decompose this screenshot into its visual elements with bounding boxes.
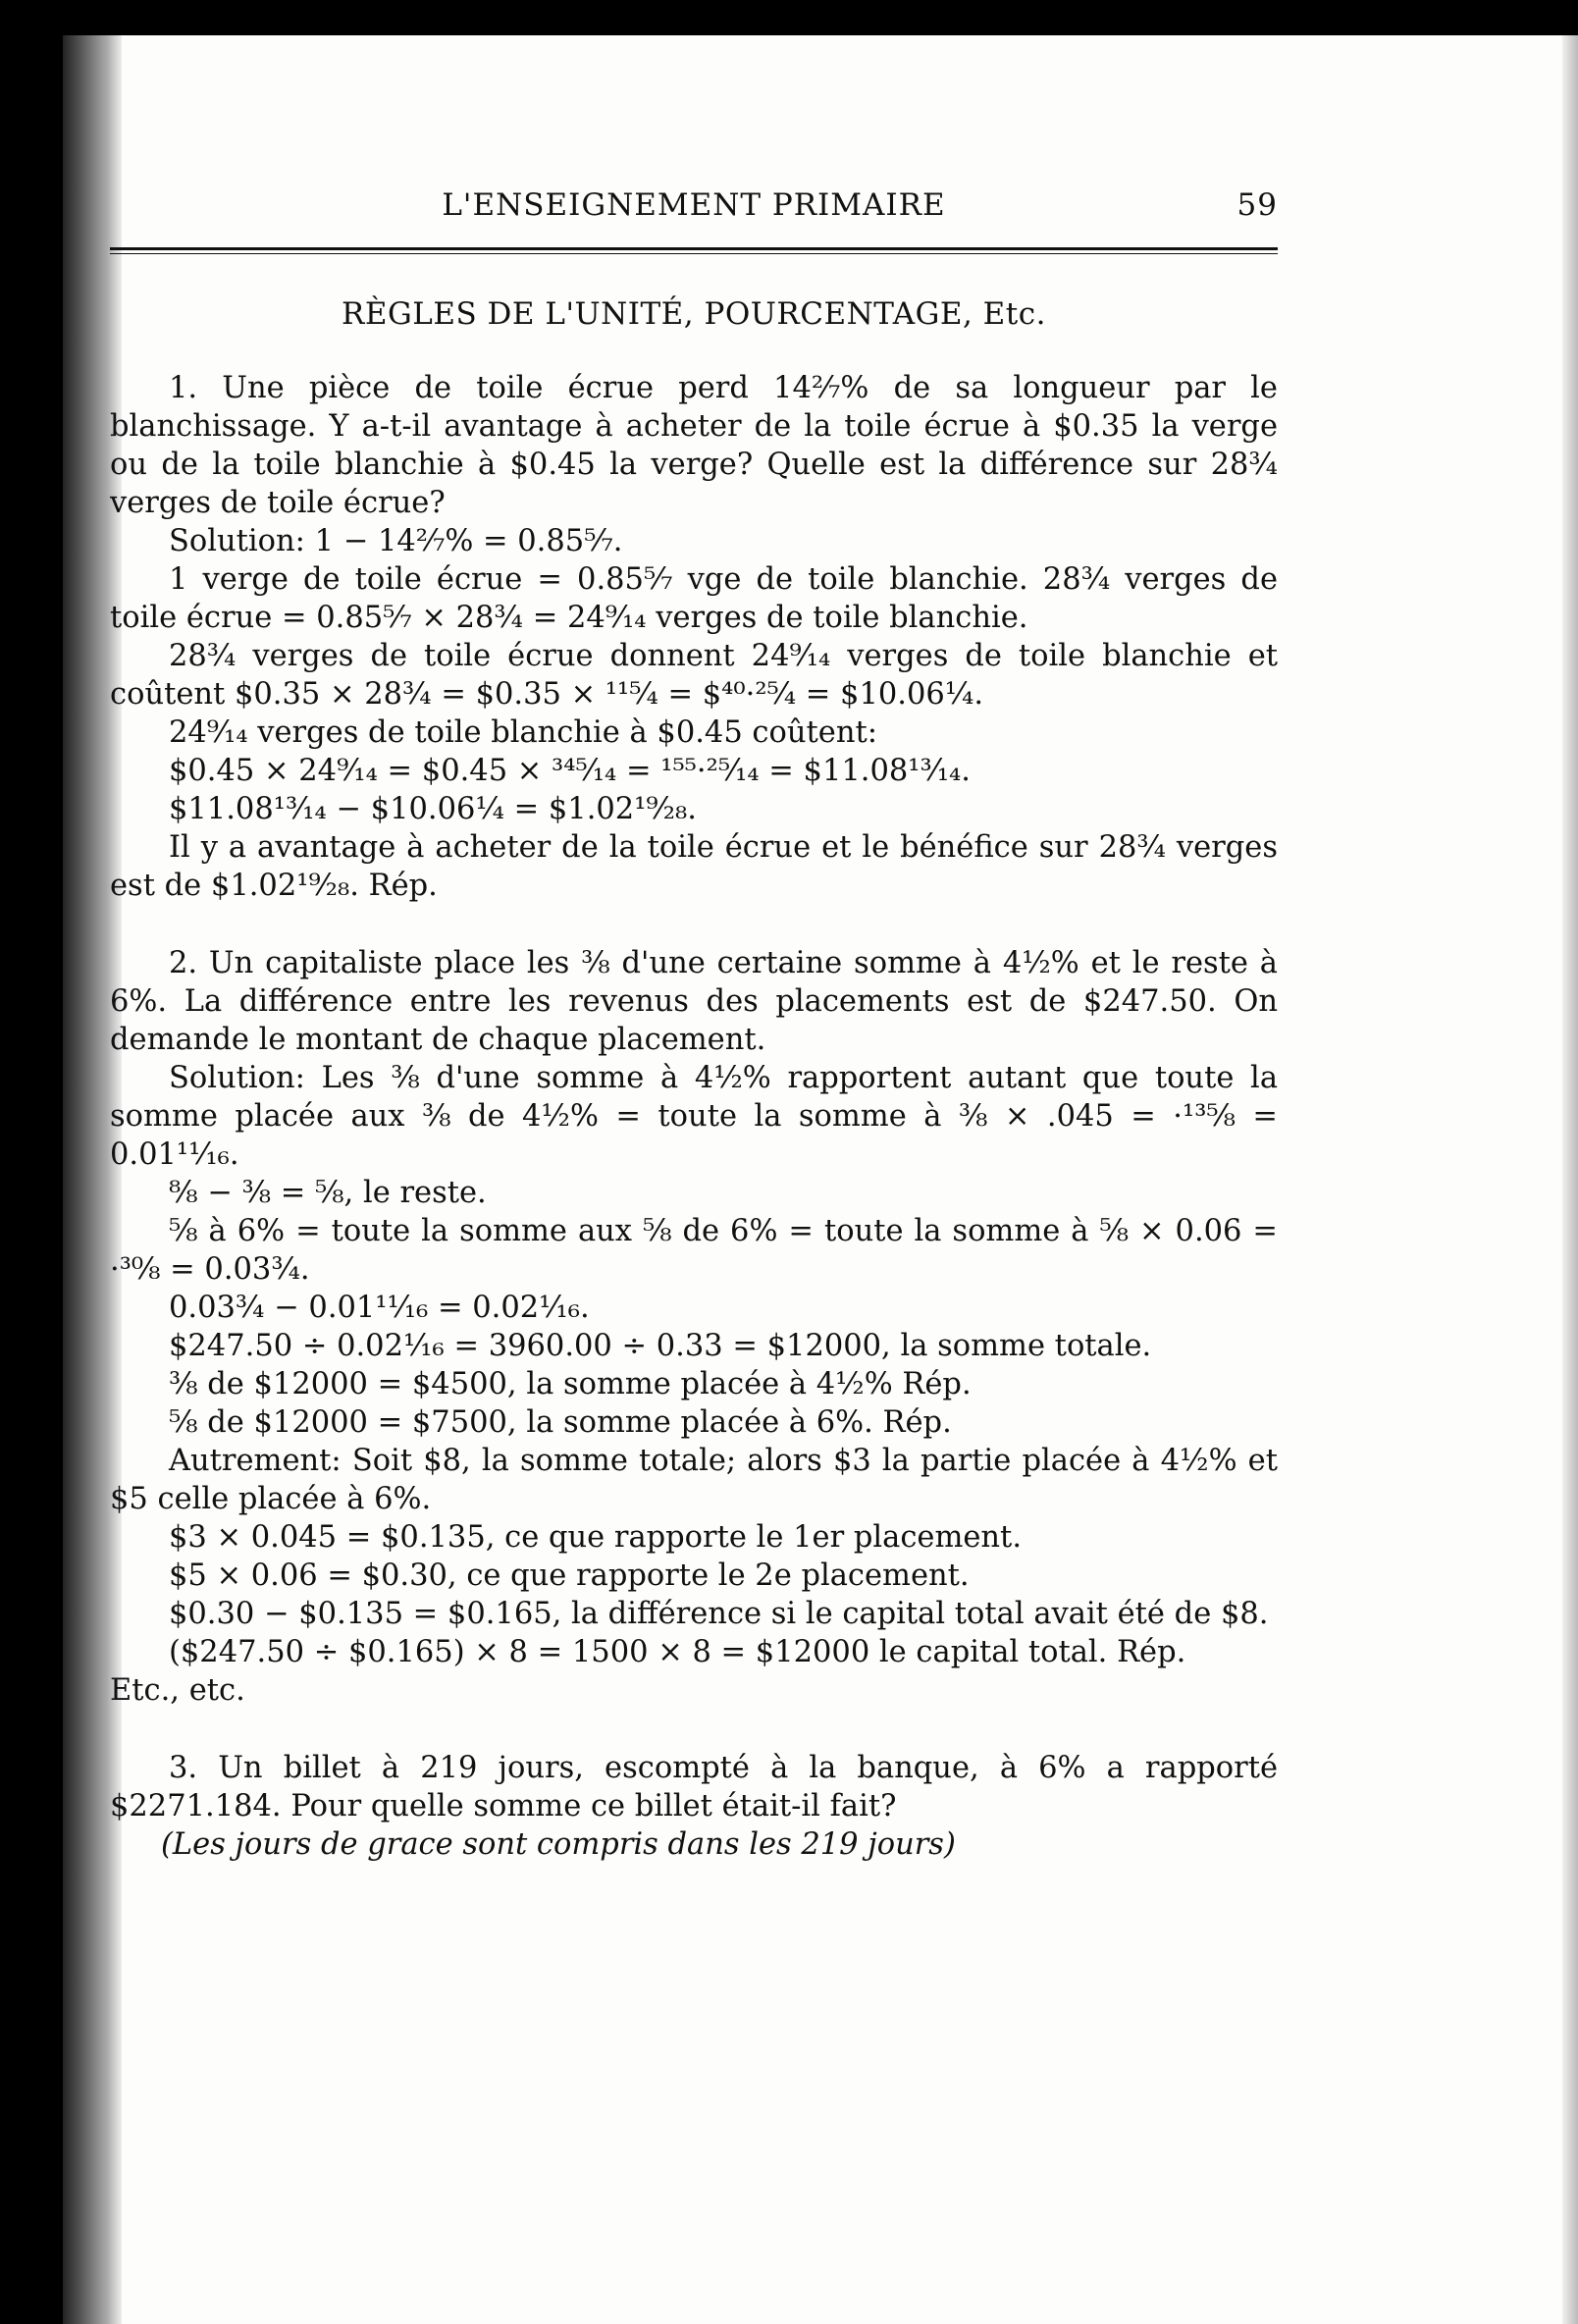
problem-3 [110, 1749, 1278, 1864]
solution-line: Solution: Les ⅜ d'une somme à 4½% rapportent autant que toute la somme placée aux ⅜ de 4½% = toute la somme à ⅜ × .045 = ·¹³⁵⁄₈ = 0.01¹¹⁄₁₆. [110, 1061, 1278, 1172]
problem-1 [110, 369, 1278, 905]
solution-line: ⅝ de $12000 = $7500, la somme placée à 6%. Rép. [169, 1405, 952, 1440]
solution-line: $0.30 − $0.135 = $0.165, la différence si le capital total avait été de $8. [169, 1597, 1269, 1631]
solution-line: Autrement: Soit $8, la somme totale; alors $3 la partie placée à 4½% et $5 celle placée à 6%. [110, 1444, 1278, 1516]
answer-line: Il y a avantage à acheter de la toile écrue et le bénéfice sur 28¾ verges est de $1.02¹⁹⁄₂₈. Rép. [110, 830, 1278, 903]
solution-line: $3 × 0.045 = $0.135, ce que rapporte le 1er placement. [169, 1520, 1023, 1555]
solution-line: ⅜ de $12000 = $4500, la somme placée à 4½% Rép. [169, 1367, 972, 1401]
running-header [110, 186, 1278, 230]
section-title: RÈGLES DE L'UNITÉ, POURCENTAGE, Etc. [342, 296, 1046, 332]
solution-line: ⁸⁄₈ − ⅜ = ⅝, le reste. [169, 1176, 487, 1210]
solution-line: 0.03¾ − 0.01¹¹⁄₁₆ = 0.02¹⁄₁₆. [169, 1291, 590, 1325]
solution-line: ($247.50 ÷ $0.165) × 8 = 1500 × 8 = $12000 le capital total. Rép. [169, 1635, 1186, 1669]
solution-line: $0.45 × 24⁹⁄₁₄ = $0.45 × ³⁴⁵⁄₁₄ = ¹⁵⁵·²⁵⁄₁₄ = $11.08¹³⁄₁₄. [169, 754, 971, 788]
solution-line: Solution: 1 − 14²⁄₇% = 0.85⁵⁄₇. [169, 524, 623, 558]
page-content [110, 147, 1278, 1903]
page-edge [1562, 35, 1578, 2324]
problem-statement: 2. Un capitaliste place les ⅜ d'une certaine somme à 4½% et le reste à 6%. La différence entre les revenus des placements est de $247.50. On demande le montant de chaque placement. [110, 946, 1278, 1057]
page-number: 59 [1236, 187, 1278, 223]
solution-line: 1 verge de toile écrue = 0.85⁵⁄₇ vge de toile blanchie. 28¾ verges de toile écrue = 0.85⁵⁄₇ × 28¾ = 24⁹⁄₁₄ verges de toile blanchie. [110, 562, 1278, 635]
solution-line: 28¾ verges de toile écrue donnent 24⁹⁄₁₄ verges de toile blanchie et coûtent $0.35 × 28¾ = $0.35 × ¹¹⁵⁄₄ = $⁴⁰·²⁵⁄₄ = $10.06¼. [110, 639, 1278, 712]
solution-line: 24⁹⁄₁₄ verges de toile blanchie à $0.45 coûtent: [169, 715, 877, 750]
solution-line: $5 × 0.06 = $0.30, ce que rapporte le 2e placement. [169, 1558, 970, 1593]
problem-statement: 3. Un billet à 219 jours, escompté à la banque, à 6% a rapporté $2271.184. Pour quelle somme ce billet était-il fait? [110, 1751, 1278, 1823]
problem-note: (Les jours de grace sont compris dans les 219 jours) [161, 1827, 956, 1862]
running-title: L'ENSEIGNEMENT PRIMAIRE [442, 187, 946, 223]
solution-line: $247.50 ÷ 0.02¹⁄₁₆ = 3960.00 ÷ 0.33 = $12000, la somme totale. [169, 1329, 1152, 1363]
solution-line: ⅝ à 6% = toute la somme aux ⅝ de 6% = toute la somme à ⅝ × 0.06 = ·³⁰⁄₈ = 0.03¾. [110, 1214, 1278, 1287]
problem-statement: 1. Une pièce de toile écrue perd 14²⁄₇% de sa longueur par le blanchissage. Y a-t-il avantage à acheter de la toile écrue à $0.35 la verge ou de la toile blanchie à $0.45 la verge? Quelle est la différence sur 28¾ verges de toile écrue? [110, 371, 1278, 520]
problem-2 [110, 944, 1278, 1710]
solution-line: $11.08¹³⁄₁₄ − $10.06¼ = $1.02¹⁹⁄₂₈. [169, 792, 697, 826]
solution-line: Etc., etc. [110, 1673, 245, 1708]
header-rule [110, 247, 1278, 254]
